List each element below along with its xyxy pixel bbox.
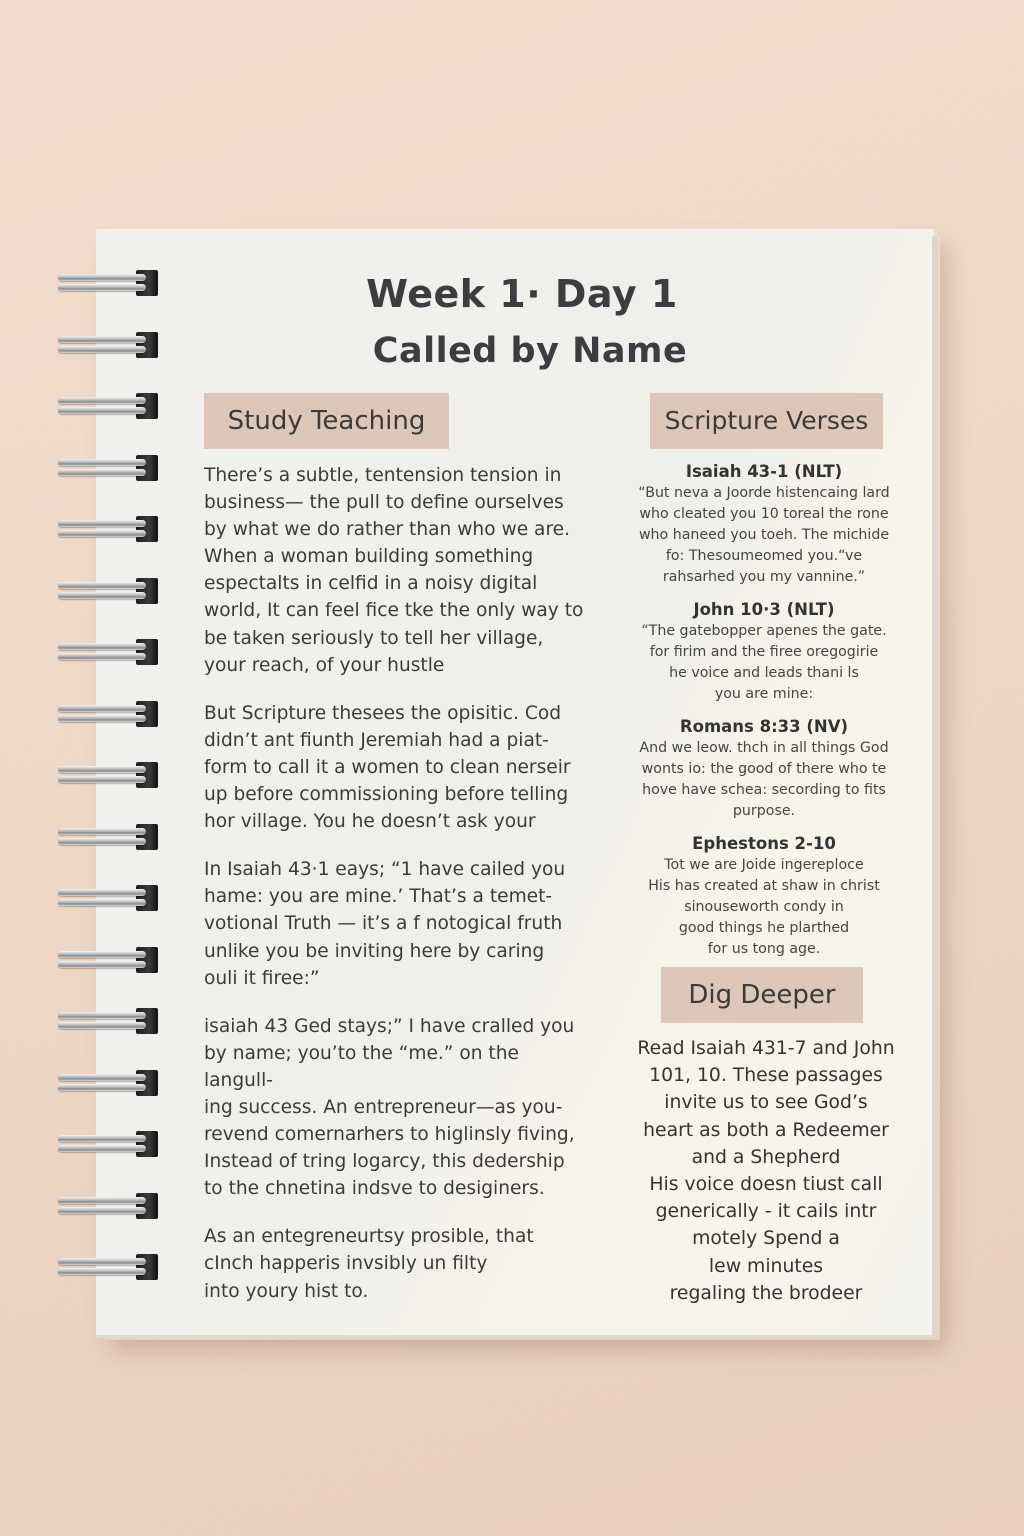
ring-wire xyxy=(58,776,146,783)
ring-wire xyxy=(58,1084,146,1091)
page-edge xyxy=(932,236,938,1336)
ring-wire xyxy=(58,530,146,537)
verse-text: “The gatebopper apenes the gate. for firim and the firee oregogirie he voice and leads thani ls you are mine: xyxy=(641,623,887,702)
spiral-ring xyxy=(54,1185,162,1225)
spiral-ring xyxy=(54,939,162,979)
spiral-ring xyxy=(54,1246,162,1286)
ring-wire xyxy=(58,1258,146,1265)
verse-item xyxy=(630,715,898,822)
study-teaching-body xyxy=(204,462,584,1326)
ring-wire xyxy=(58,1135,146,1142)
spiral-ring xyxy=(54,877,162,917)
verse-item xyxy=(630,598,898,705)
spiral-ring xyxy=(54,1000,162,1040)
page-subtitle: Called by Name xyxy=(372,331,688,371)
ring-wire xyxy=(58,838,146,845)
spiral-ring xyxy=(54,385,162,425)
spiral-ring xyxy=(54,570,162,610)
verse-text: And we leow. thch in all things God wonts io: the good of there who te hove have schea: secording to fits purpose. xyxy=(639,740,889,819)
spiral-ring xyxy=(54,693,162,733)
spiral-ring xyxy=(54,447,162,487)
ring-wire xyxy=(58,705,146,712)
ring-wire xyxy=(58,520,146,527)
verse-reference: Isaiah 43-1 (NLT) xyxy=(685,462,843,481)
spiral-ring xyxy=(54,754,162,794)
ring-wire xyxy=(58,1022,146,1029)
ring-wire xyxy=(58,643,146,650)
ring-wire xyxy=(58,397,146,404)
ring-wire xyxy=(58,469,146,476)
ring-wire xyxy=(58,1197,146,1204)
ring-wire xyxy=(58,828,146,835)
ring-wire xyxy=(58,407,146,414)
ring-wire xyxy=(58,715,146,722)
spiral-ring xyxy=(54,508,162,548)
teaching-paragraph: In Isaiah 43·1 eays; “1 have cailed you hame: you are mine.’ That’s a temet- votional Truth — it’s a f notogical fruth unlike you be inviting here by caring ouli it firee:” xyxy=(204,859,566,989)
verse-text: “But neva a Joorde histencaing lard who cleated you 10 toreal the rone who haneed you toeh. The michide fo: Thesoumeomed you.“ve rahsarhed you my vannine.” xyxy=(638,485,890,585)
scripture-verses-list xyxy=(630,460,898,970)
ring-wire xyxy=(58,459,146,466)
scripture-verses-label: Scripture Verses xyxy=(650,393,883,449)
verse-item xyxy=(630,460,898,588)
teaching-paragraph: isaiah 43 Ged stays;” I have cralled you by name; you’to the “me.” on the langull- ing success. An entrepreneur—as you- revend comernarhers to higlinsly fiving, Instead of tring logarcy, this dedership to the chnetina indsve to desiginers. xyxy=(204,1015,575,1200)
verse-item xyxy=(630,832,898,960)
ring-wire xyxy=(58,1012,146,1019)
ring-wire xyxy=(58,766,146,773)
ring-wire xyxy=(58,592,146,599)
teaching-paragraph: As an entegreneurtsy prosible, that cInch happeris invsibly un filty into youry hist to. xyxy=(204,1226,534,1302)
dig-deeper-label: Dig Deeper xyxy=(661,967,863,1023)
verse-reference: Ephestons 2-10 xyxy=(692,834,836,853)
spiral-ring xyxy=(54,1062,162,1102)
verse-reference: John 10·3 (NLT) xyxy=(693,600,835,619)
ring-wire xyxy=(58,1145,146,1152)
spiral-ring xyxy=(54,1123,162,1163)
teaching-paragraph: There’s a subtle, tentension tension in business— the pull to define ourselves by what we do rather than who we are. When a woman building something espectalts in celfid in a noisy digital world, It can feel fice tke the only way to be taken seriously to tell her village, your reach, of your hustle xyxy=(204,465,584,676)
verse-reference: Romans 8:33 (NV) xyxy=(679,717,849,736)
dig-deeper-body: Read Isaiah 431-7 and John 101, 10. These passages invite us to see God’s heart as both a Redeemer and a Shepherd His voice doesn tiust call generically - it cails intr motely Spend a lew minutes regaling the brodeer xyxy=(637,1038,895,1304)
ring-wire xyxy=(58,582,146,589)
spiral-ring xyxy=(54,631,162,671)
spiral-binding xyxy=(54,262,164,1302)
teaching-paragraph: But Scripture thesees the opisitic. Cod didn’t ant fiunth Jeremiah had a piat- form to call it a women to clean nerseir up before commissioning before telling hor village. You he doesn’t ask your xyxy=(204,702,571,833)
verse-text: Tot we are Joide ingereploce His has created at shaw in christ sinouseworth condy in good things he plarthed for us tong age. xyxy=(648,857,880,957)
page-title: Week 1· Day 1 xyxy=(366,272,678,316)
ring-wire xyxy=(58,889,146,896)
ring-wire xyxy=(58,961,146,968)
ring-wire xyxy=(58,1268,146,1275)
study-teaching-label: Study Teaching xyxy=(204,393,449,449)
ring-wire xyxy=(58,951,146,958)
ring-wire xyxy=(58,1207,146,1214)
spiral-ring xyxy=(54,816,162,856)
ring-wire xyxy=(58,899,146,906)
ring-wire xyxy=(58,653,146,660)
ring-wire xyxy=(58,1074,146,1081)
